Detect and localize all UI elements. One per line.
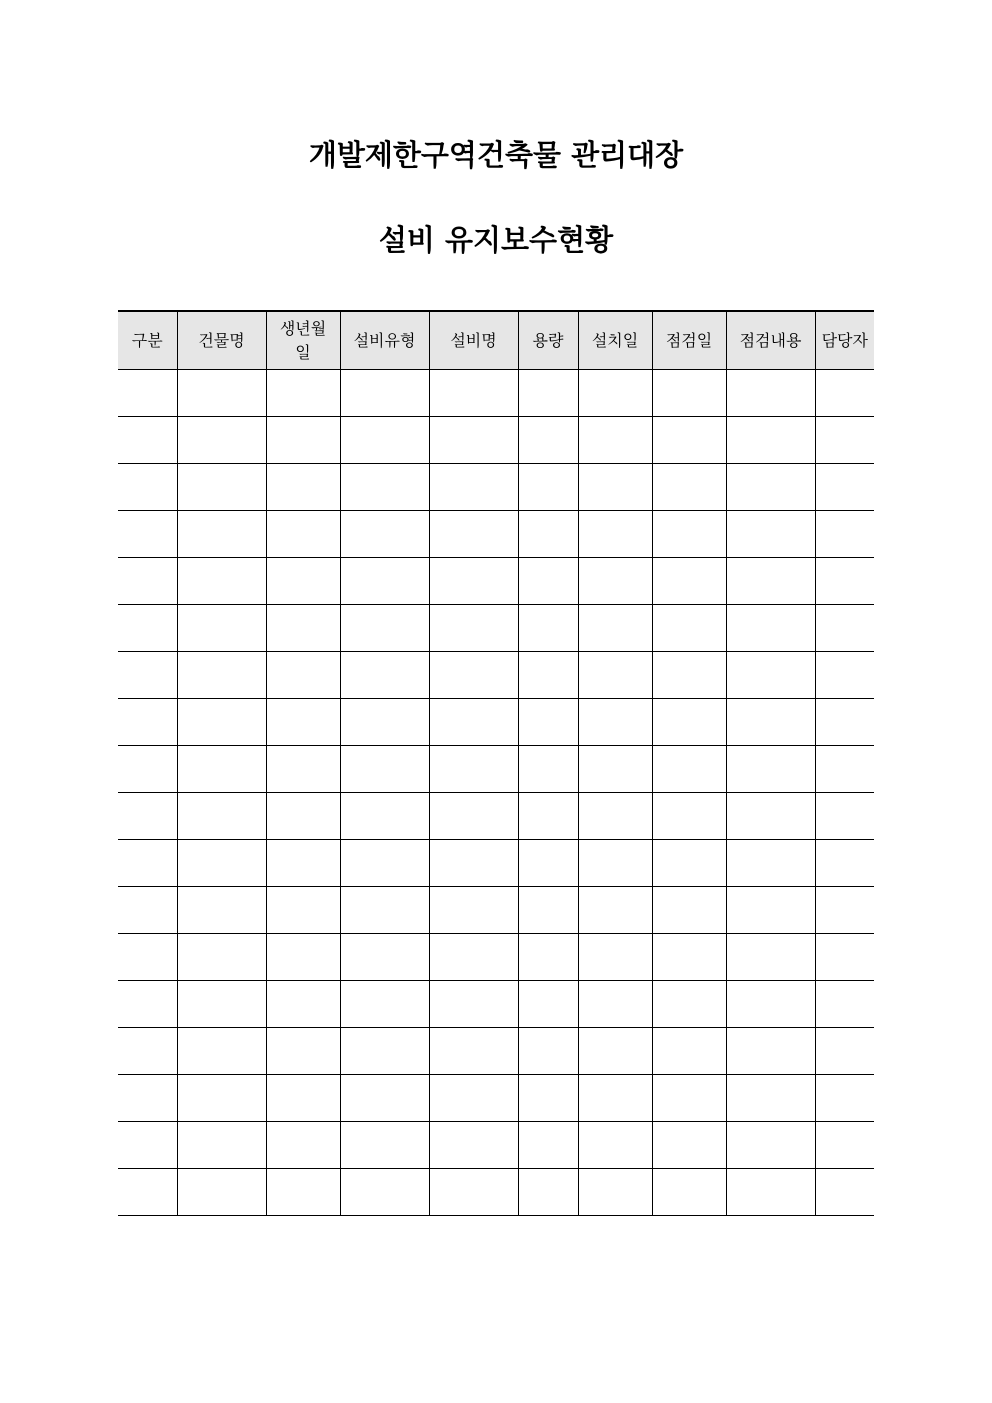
header-manager [815,311,874,370]
table-cell[interactable] [429,1169,518,1216]
header-inspection-date [652,311,726,370]
table-cell[interactable] [726,1028,815,1075]
table-cell[interactable] [266,934,340,981]
table-cell[interactable] [266,1028,340,1075]
table-cell[interactable] [340,1075,429,1122]
table-cell[interactable] [429,370,518,417]
maintenance-table [118,310,874,1216]
table-cell[interactable] [177,699,266,746]
table-cell[interactable] [518,511,578,558]
table-cell[interactable] [652,511,726,558]
table-cell[interactable] [177,934,266,981]
table-cell[interactable] [518,981,578,1028]
table-cell[interactable] [652,840,726,887]
header-birth-date [266,311,340,370]
header-label: 점검일 [665,330,713,350]
table-cell[interactable] [266,840,340,887]
table-cell[interactable] [118,1075,177,1122]
table-cell[interactable] [578,558,652,605]
table-cell[interactable] [429,605,518,652]
table-cell[interactable] [118,699,177,746]
table-cell[interactable] [177,981,266,1028]
header-label: 설비유형 [353,330,416,350]
table-cell[interactable] [652,1169,726,1216]
table-cell[interactable] [815,652,874,699]
table-cell[interactable] [726,464,815,511]
header-label: 구분 [131,330,163,350]
header-install-date [578,311,652,370]
table-cell[interactable] [726,417,815,464]
table-cell[interactable] [340,511,429,558]
header-label: 설치일 [591,330,639,350]
table-row [118,1169,874,1216]
table-cell[interactable] [118,511,177,558]
table-cell[interactable] [429,793,518,840]
table-cell[interactable] [652,793,726,840]
header-label: 생년월일 [279,318,327,362]
table-cell[interactable] [118,558,177,605]
table-cell[interactable] [815,417,874,464]
table-row [118,746,874,793]
table-cell[interactable] [340,699,429,746]
table-cell[interactable] [518,1122,578,1169]
table-cell[interactable] [266,699,340,746]
table-cell[interactable] [340,1169,429,1216]
table-cell[interactable] [578,981,652,1028]
table-cell[interactable] [518,746,578,793]
table-cell[interactable] [118,793,177,840]
table-cell[interactable] [340,887,429,934]
table-cell[interactable] [429,746,518,793]
table-cell[interactable] [652,699,726,746]
table-cell[interactable] [429,417,518,464]
table-cell[interactable] [726,699,815,746]
table-cell[interactable] [266,981,340,1028]
table-cell[interactable] [340,1122,429,1169]
header-inspection-details [726,311,815,370]
table-cell[interactable] [340,934,429,981]
table-cell[interactable] [815,558,874,605]
table-cell[interactable] [518,934,578,981]
table-cell[interactable] [518,699,578,746]
table-cell[interactable] [177,464,266,511]
table-cell[interactable] [177,746,266,793]
table-cell[interactable] [815,746,874,793]
table-row [118,887,874,934]
table-cell[interactable] [815,887,874,934]
table-cell[interactable] [118,1122,177,1169]
table-cell[interactable] [578,417,652,464]
header-category [118,311,177,370]
table-cell[interactable] [815,840,874,887]
table-cell[interactable] [177,1122,266,1169]
table-cell[interactable] [652,370,726,417]
table-cell[interactable] [177,1028,266,1075]
table-cell[interactable] [652,558,726,605]
table-row [118,605,874,652]
table-row [118,699,874,746]
table-row [118,793,874,840]
table-cell[interactable] [815,464,874,511]
table-cell[interactable] [177,511,266,558]
table-cell[interactable] [815,370,874,417]
table-cell[interactable] [118,605,177,652]
table-cell[interactable] [177,840,266,887]
table-cell[interactable] [429,840,518,887]
table-cell[interactable] [266,1169,340,1216]
table-cell[interactable] [578,1122,652,1169]
table-cell[interactable] [726,370,815,417]
table-row [118,981,874,1028]
table-cell[interactable] [578,511,652,558]
table-body [118,370,874,1216]
header-label: 용량 [532,330,564,350]
header-equipment-type [340,311,429,370]
table-cell[interactable] [340,746,429,793]
table-cell[interactable] [177,652,266,699]
table-cell[interactable] [815,1028,874,1075]
table-cell[interactable] [815,1075,874,1122]
table-cell[interactable] [726,511,815,558]
table-cell[interactable] [429,511,518,558]
table-cell[interactable] [266,558,340,605]
table-cell[interactable] [118,652,177,699]
table-cell[interactable] [118,746,177,793]
table-cell[interactable] [177,1075,266,1122]
table-cell[interactable] [340,417,429,464]
table-row [118,1122,874,1169]
table-cell[interactable] [340,464,429,511]
table-cell[interactable] [518,840,578,887]
table-cell[interactable] [340,558,429,605]
table-cell[interactable] [429,887,518,934]
table-cell[interactable] [578,746,652,793]
table-cell[interactable] [429,464,518,511]
table-cell[interactable] [815,605,874,652]
table-cell[interactable] [578,605,652,652]
table-cell[interactable] [518,887,578,934]
table-cell[interactable] [726,793,815,840]
table-cell[interactable] [726,652,815,699]
table-cell[interactable] [652,887,726,934]
table-cell[interactable] [815,1169,874,1216]
table-cell[interactable] [266,370,340,417]
table-cell[interactable] [518,417,578,464]
table-cell[interactable] [118,1028,177,1075]
table-cell[interactable] [815,793,874,840]
table-cell[interactable] [118,934,177,981]
table-cell[interactable] [340,652,429,699]
table-cell[interactable] [815,511,874,558]
table-cell[interactable] [578,887,652,934]
table-cell[interactable] [652,417,726,464]
table-cell[interactable] [652,934,726,981]
table-header-row [118,311,874,370]
table-row [118,370,874,417]
table-cell[interactable] [726,887,815,934]
table-cell[interactable] [340,1028,429,1075]
table-cell[interactable] [266,652,340,699]
table-cell[interactable] [726,981,815,1028]
table-cell[interactable] [266,1122,340,1169]
table-cell[interactable] [118,370,177,417]
table-cell[interactable] [518,605,578,652]
table-cell[interactable] [518,1169,578,1216]
header-label: 점검내용 [739,330,802,350]
table-cell[interactable] [177,887,266,934]
table-cell[interactable] [266,793,340,840]
table-cell[interactable] [652,1075,726,1122]
document-title: 개발제한구역건축물 관리대장 [308,138,684,172]
table-cell[interactable] [652,1028,726,1075]
table-row [118,558,874,605]
table-row [118,1028,874,1075]
table-cell[interactable] [340,605,429,652]
table-cell[interactable] [726,934,815,981]
table-cell[interactable] [578,464,652,511]
table-cell[interactable] [815,934,874,981]
table-cell[interactable] [266,1075,340,1122]
table-cell[interactable] [652,746,726,793]
table-cell[interactable] [340,981,429,1028]
table-cell[interactable] [726,1122,815,1169]
table-cell[interactable] [652,1122,726,1169]
table-cell[interactable] [518,793,578,840]
table-cell[interactable] [518,558,578,605]
table-cell[interactable] [177,417,266,464]
table-row [118,417,874,464]
table-cell[interactable] [118,1169,177,1216]
table-cell[interactable] [340,370,429,417]
table-row [118,840,874,887]
table-cell[interactable] [578,1028,652,1075]
table-cell[interactable] [815,699,874,746]
table-cell[interactable] [518,1028,578,1075]
table-cell[interactable] [266,511,340,558]
table-cell[interactable] [518,652,578,699]
document-subtitle: 설비 유지보수현황 [378,223,614,257]
table-cell[interactable] [177,370,266,417]
table-cell[interactable] [118,981,177,1028]
table-cell[interactable] [578,793,652,840]
table-cell[interactable] [518,370,578,417]
table-cell[interactable] [266,417,340,464]
table-cell[interactable] [429,1028,518,1075]
table-cell[interactable] [118,464,177,511]
table-cell[interactable] [726,605,815,652]
table-cell[interactable] [118,840,177,887]
table-cell[interactable] [177,1169,266,1216]
table-cell[interactable] [652,464,726,511]
table-cell[interactable] [578,1169,652,1216]
table-cell[interactable] [815,981,874,1028]
table-cell[interactable] [578,370,652,417]
table-cell[interactable] [652,652,726,699]
table-cell[interactable] [340,793,429,840]
table-cell[interactable] [429,652,518,699]
table-cell[interactable] [652,605,726,652]
table-cell[interactable] [429,1075,518,1122]
table-cell[interactable] [177,558,266,605]
table-cell[interactable] [118,887,177,934]
table-cell[interactable] [518,1075,578,1122]
header-label: 설비명 [450,330,497,350]
table-cell[interactable] [578,1075,652,1122]
table-cell[interactable] [726,840,815,887]
table-cell[interactable] [118,417,177,464]
table-cell[interactable] [266,605,340,652]
table-cell[interactable] [266,887,340,934]
table-cell[interactable] [429,981,518,1028]
header-capacity [518,311,578,370]
table-cell[interactable] [266,746,340,793]
table-cell[interactable] [726,746,815,793]
table-cell[interactable] [177,605,266,652]
header-label: 건물명 [198,330,245,350]
table-row [118,652,874,699]
table-cell[interactable] [429,558,518,605]
table-cell[interactable] [726,558,815,605]
table-row [118,511,874,558]
table-row [118,464,874,511]
table-cell[interactable] [578,652,652,699]
table-cell[interactable] [652,981,726,1028]
table-cell[interactable] [815,1122,874,1169]
table-cell[interactable] [429,1122,518,1169]
table-cell[interactable] [578,840,652,887]
table-cell[interactable] [726,1169,815,1216]
table-cell[interactable] [177,793,266,840]
header-equipment-name [429,311,518,370]
table-cell[interactable] [518,464,578,511]
header-label: 담당자 [821,330,868,350]
table-cell[interactable] [266,464,340,511]
table-cell[interactable] [726,1075,815,1122]
table-cell[interactable] [578,934,652,981]
table-cell[interactable] [578,699,652,746]
table-cell[interactable] [429,934,518,981]
table-row [118,934,874,981]
table-cell[interactable] [340,840,429,887]
table-row [118,1075,874,1122]
header-building-name [177,311,266,370]
table-cell[interactable] [429,699,518,746]
